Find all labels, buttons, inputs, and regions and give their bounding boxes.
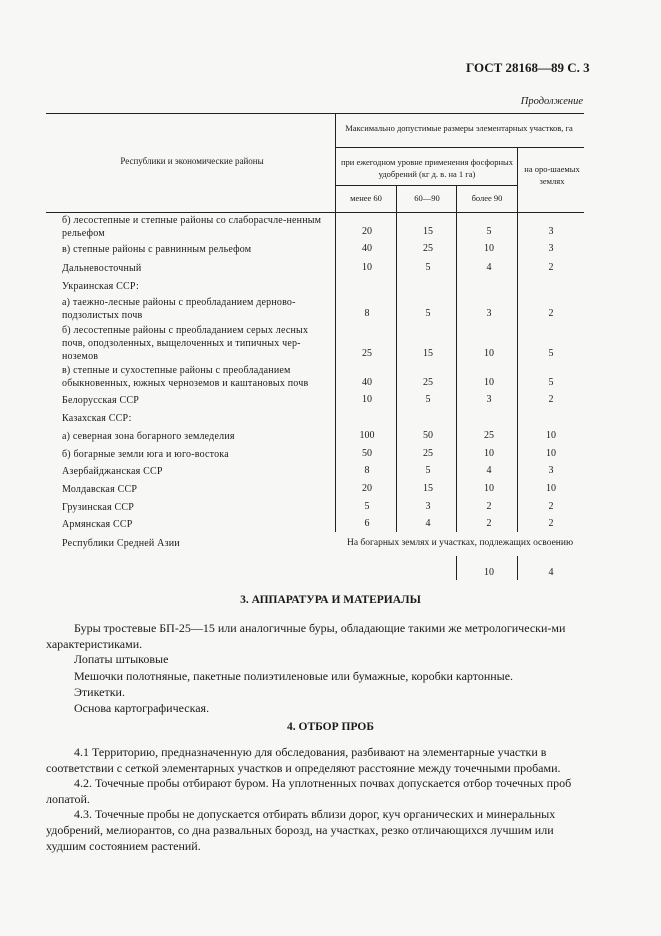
table-body-divider-3	[456, 212, 457, 532]
table-top-rule	[46, 113, 584, 114]
continuation-label: Продолжение	[520, 96, 583, 107]
table-cell: 2	[548, 394, 554, 405]
table-cell: 2	[486, 518, 492, 529]
table-row-label: б) богарные земли юга и юго-востока	[62, 449, 229, 460]
table-body-divider-4	[517, 212, 518, 532]
table-cell: 10	[484, 243, 494, 254]
table-row-label: в) степные и сухостепные районы с преобладанием обыкновенных, южных черноземов и каштановых почв	[62, 365, 309, 389]
table-row-label: Дальневосточный	[62, 263, 142, 274]
paragraph: 4.2. Точечные пробы отбирают буром. На уплотненных почвах допускается отбор точечных проб лопатой.	[46, 776, 572, 806]
table-cell: 10	[362, 262, 372, 273]
table-cell: 8	[364, 465, 370, 476]
table-last-divider-1	[456, 556, 457, 580]
section-title-sampling: 4. ОТБОР ПРОБ	[287, 721, 374, 733]
col-header-max: Максимально допустимые размеры элементарных участков, га	[345, 123, 573, 133]
paragraph: Мешочки полотняные, пакетные полиэтиленовые или бумажные, коробки картонные.	[74, 669, 514, 683]
table-cell: 2	[548, 262, 554, 273]
table-row-label: Республики Средней Азии	[62, 538, 180, 549]
table-cell: 3	[486, 394, 492, 405]
table-cell: 15	[423, 348, 433, 359]
table-cell: 3	[425, 501, 431, 512]
table-cell: 15	[423, 483, 433, 494]
table-row-label: Азербайджанская ССР	[62, 466, 163, 477]
col-subheader-1: менее 60	[350, 193, 382, 203]
col-header-irrigated: на оро-шаемых землях	[524, 164, 580, 186]
paragraph: Этикетки.	[74, 685, 125, 699]
table-cell: 20	[362, 483, 372, 494]
table-note: На богарных землях и участках, подлежащих освоению	[346, 538, 574, 548]
table-row-label: Армянская ССР	[62, 519, 133, 530]
table-cell: 25	[423, 377, 433, 388]
table-row-label: в) степные районы с равнинным рельефом	[62, 244, 252, 255]
table-cell: 40	[362, 243, 372, 254]
table-cell: 40	[362, 377, 372, 388]
col-header-annual: при ежегодном уровне применения фосфорных удобрений (кг д. в. на 1 га)	[340, 157, 514, 179]
col-header-region: Республики и экономические районы	[120, 156, 264, 166]
paragraph: Лопаты штыковые	[74, 652, 169, 666]
col-subheader-2: 60—90	[414, 193, 440, 203]
table-subheader-rule	[335, 147, 584, 148]
table-row-label: Белорусская ССР	[62, 395, 140, 406]
table-body-divider-1	[335, 212, 336, 532]
table-cell: 4	[548, 567, 554, 578]
table-cell: 2	[548, 518, 554, 529]
table-cell: 5	[425, 262, 431, 273]
table-cell: 10	[484, 448, 494, 459]
table-row-label: б) лесостепные районы с преобладанием серых лесных почв, оподзоленных, выщелоченных и типичных чер-ноземов	[62, 325, 309, 362]
table-cell: 3	[548, 465, 554, 476]
table-row-label: Казахская ССР:	[62, 413, 132, 424]
table-cell: 3	[486, 308, 492, 319]
paragraph: Основа картографическая.	[74, 701, 210, 715]
paragraph: 4.3. Точечные пробы не допускается отбирать вблизи дорог, куч органических и минеральных удобрений, мелиорантов, со дна развальных борозд, на участках, резко отличающихся лучшим или худшим состоянием растений.	[46, 807, 556, 853]
table-cell: 2	[548, 501, 554, 512]
table-cell: 50	[362, 448, 372, 459]
table-row-label: Украинская ССР:	[62, 281, 139, 292]
page-header: ГОСТ 28168—89 С. 3	[466, 60, 590, 75]
table-cell: 20	[362, 226, 372, 237]
table-cell: 5	[425, 308, 431, 319]
section-title-equipment: 3. АППАРАТУРА И МАТЕРИАЛЫ	[240, 594, 421, 606]
table-body-divider-2	[396, 212, 397, 532]
table-cell: 2	[486, 501, 492, 512]
table-cell: 3	[548, 226, 554, 237]
table-cell: 5	[425, 465, 431, 476]
table-cell: 10	[362, 394, 372, 405]
table-cell: 25	[423, 448, 433, 459]
table-cell: 5	[425, 394, 431, 405]
table-col-divider-1	[335, 113, 336, 212]
table-cell: 15	[423, 226, 433, 237]
paragraph: 4.1 Территорию, предназначенную для обследования, разбивают на элементарные участки в соответствии с сеткой элементарных участков и определяют расстояние между точечными пробами.	[46, 745, 561, 775]
table-col-divider-4	[517, 147, 518, 212]
table-cell: 5	[364, 501, 370, 512]
table-row-label: а) северная зона богарного земледелия	[62, 431, 235, 442]
table-cell: 10	[484, 348, 494, 359]
table-col-divider-2	[396, 185, 397, 212]
table-cell: 4	[486, 262, 492, 273]
paragraph: Буры тростевые БП-25—15 или аналогичные буры, обладающие такими же метрологически-ми характеристиками.	[46, 621, 566, 651]
col-subheader-3: более 90	[471, 193, 503, 203]
table-subheader-rule-2	[335, 185, 517, 186]
table-row-label: Молдавская ССР	[62, 484, 138, 495]
table-cell: 8	[364, 308, 370, 319]
table-cell: 10	[484, 483, 494, 494]
table-row-label: Грузинская ССР	[62, 502, 135, 513]
table-cell: 100	[359, 430, 375, 441]
table-cell: 4	[486, 465, 492, 476]
table-cell: 5	[548, 348, 554, 359]
table-row-label: б) лесостепные и степные районы со слаборасчле-ненным рельефом	[62, 215, 322, 239]
table-cell: 10	[484, 567, 494, 578]
table-row-label: а) таежно-лесные районы с преобладанием дерново-подзолистых почв	[62, 297, 296, 321]
table-cell: 25	[362, 348, 372, 359]
table-cell: 10	[546, 483, 556, 494]
table-cell: 4	[425, 518, 431, 529]
table-cell: 10	[546, 430, 556, 441]
table-cell: 5	[548, 377, 554, 388]
table-col-divider-3	[456, 185, 457, 212]
table-cell: 6	[364, 518, 370, 529]
table-cell: 25	[423, 243, 433, 254]
table-cell: 3	[548, 243, 554, 254]
table-cell: 2	[548, 308, 554, 319]
table-last-divider-2	[517, 556, 518, 580]
table-cell: 5	[486, 226, 492, 237]
table-cell: 10	[484, 377, 494, 388]
table-cell: 50	[423, 430, 433, 441]
table-cell: 25	[484, 430, 494, 441]
table-cell: 10	[546, 448, 556, 459]
table-header-rule	[46, 212, 584, 213]
